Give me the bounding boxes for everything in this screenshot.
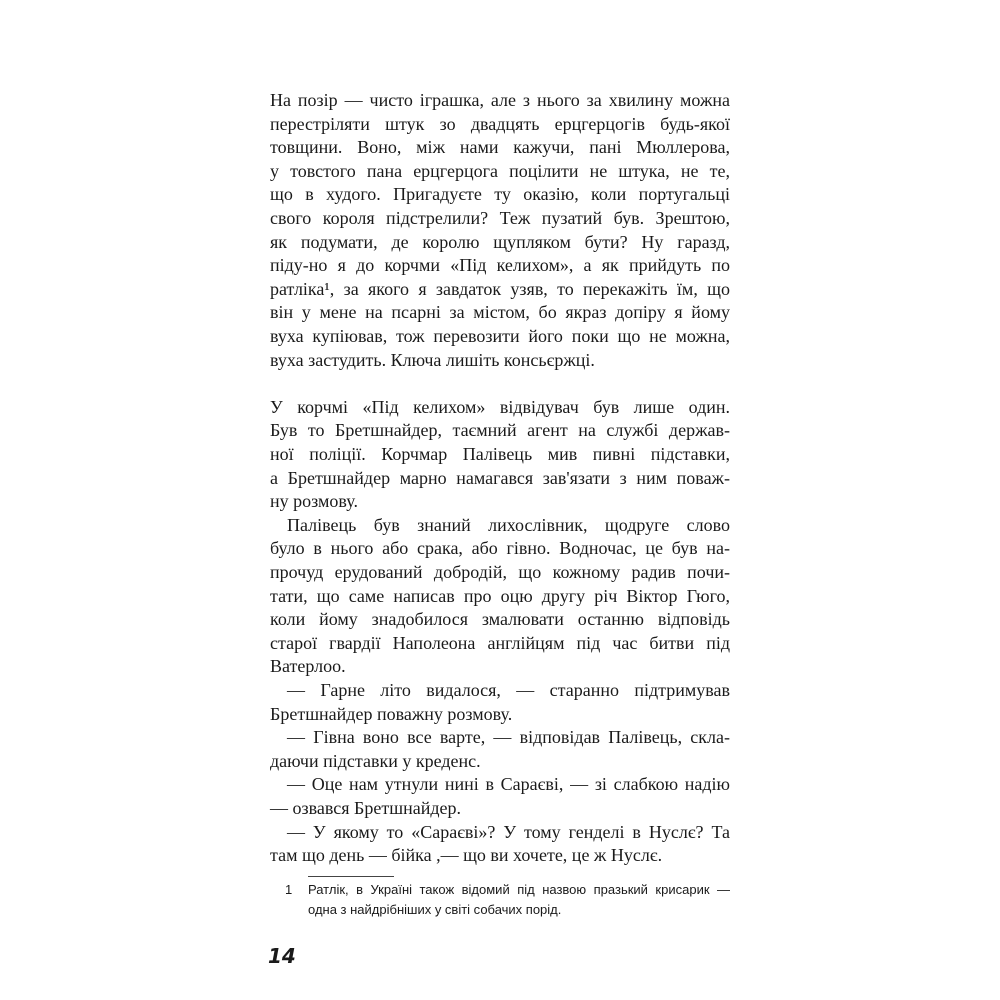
footnote-line: Ратлік, в Україні також відомий під назвою празький крисарик — <box>308 882 730 897</box>
text-line: ної поліції. Корчмар Палівець мив пивні підставки, <box>270 444 730 464</box>
text-line: ратліка¹, за якого я завдаток узяв, то перекажіть їм, що <box>270 278 730 299</box>
footnote-line: одна з найдрібніших у світі собачих порід. <box>308 902 562 917</box>
text-line: — У якому то «Сараєві»? У тому генделі в Нуслє? Та <box>287 821 730 842</box>
text-line: — Гівна воно все варте, — відповідав Палівець, скла- <box>287 727 730 748</box>
text-line: тати, що саме написав про оцю другу річ Віктор Гюго, <box>270 585 730 606</box>
text-line: свого короля підстрелили? Теж пузатий був. Зрештою, <box>270 208 730 228</box>
text-line: було в нього або срака, або гівно. Водночас, це був на- <box>270 538 730 559</box>
text-line: коли йому знадобилося змалювати останню відповідь <box>270 609 730 630</box>
text-line: піду-но я до корчми «Під келихом», а як прийдуть по <box>270 255 730 276</box>
text-line: що в худого. Пригадуєте ту оказію, коли португальці <box>270 184 730 205</box>
text-line: перестріляти штук зо двадцять ерцгерцогів будь-якої <box>270 113 730 134</box>
text-line: ну розмову. <box>270 491 358 512</box>
text-line: Ватерлоо. <box>270 656 346 677</box>
text-line: Палівець був знаний лихослівник, щодруге слово <box>287 514 730 535</box>
text-line: На позір — чисто іграшка, але з нього за хвилину можна <box>270 90 730 110</box>
text-line: старої гвардії Наполеона англійцям під час битви під <box>270 632 730 653</box>
text-line: прочуд ерудований добродій, що кожному радив почи- <box>270 562 730 582</box>
text-line: там що день — бійка ,— що ви хочете, це ж Нуслє. <box>270 845 663 866</box>
text-line: — Оце нам утнули нині в Сараєві, — зі слабкою надію <box>287 774 730 795</box>
text-line: як подумати, де королю щупляком бути? Ну гаразд, <box>270 231 730 252</box>
text-line: він у мене на псарні за містом, бо якраз допіру я йому <box>270 302 730 323</box>
text-line: даючи підставки у креденс. <box>270 750 481 771</box>
text-line: товщини. Воно, між нами кажучи, пані Мюллерова, <box>270 137 730 158</box>
text-line: Бретшнайдер поважну розмову. <box>270 703 513 724</box>
text-line: вуха купіював, тож перевозити його поки що не можна, <box>270 326 730 346</box>
footnote-number: 1 <box>285 882 293 897</box>
page-number: 14 <box>268 944 296 968</box>
text-line: вуха застудить. Ключа лишіть консьєржці. <box>270 349 595 370</box>
text-line: а Бретшнайдер марно намагався зав'язати з ним поваж- <box>270 467 730 488</box>
text-line: — озвався Бретшнайдер. <box>270 798 461 818</box>
footnote-divider <box>308 876 394 877</box>
text-line: У корчмі «Під келихом» відвідувач був лише один. <box>270 396 730 417</box>
text-line: Був то Бретшнайдер, таємний агент на службі держав- <box>270 420 730 441</box>
text-line: у товстого пана ерцгерцога поцілити не штука, не те, <box>270 160 730 181</box>
text-line: — Гарне літо видалося, — старанно підтримував <box>287 680 730 700</box>
